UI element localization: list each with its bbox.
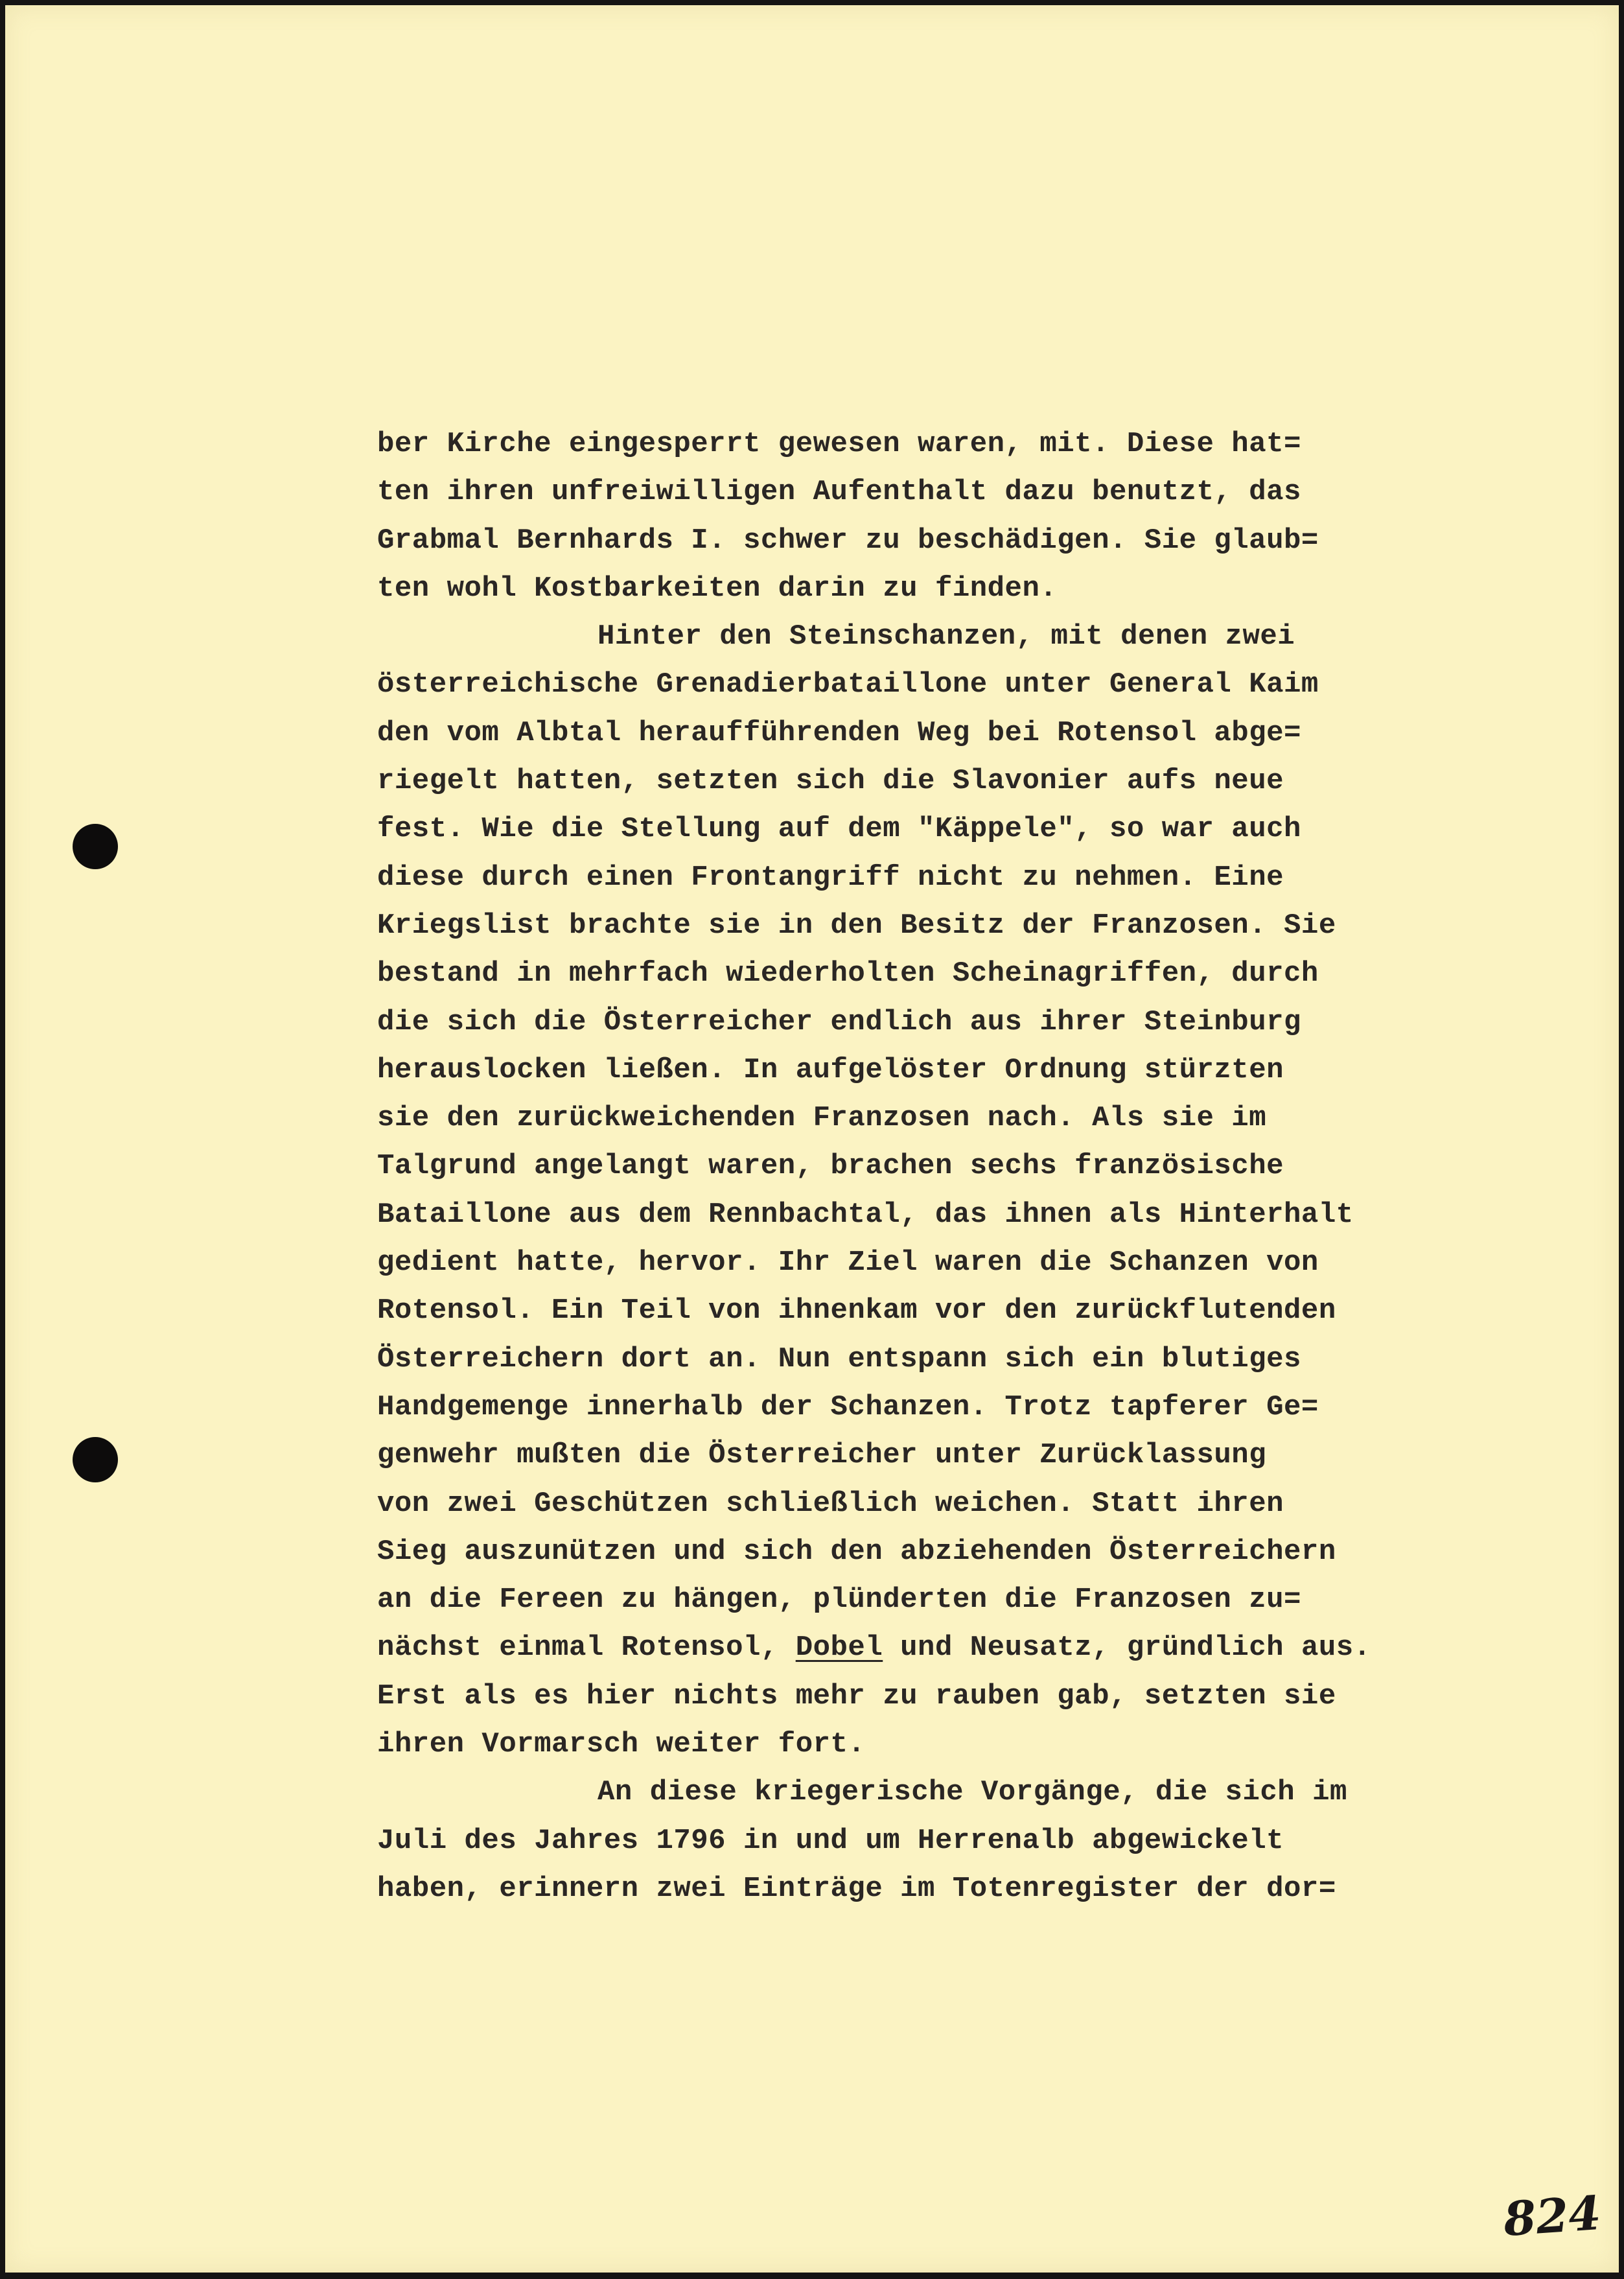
text-line: diese durch einen Frontangriff nicht zu nehmen. Eine — [377, 861, 1284, 894]
text-line: Hinter den Steinschanzen, mit denen zwei — [597, 620, 1295, 653]
text-line: ten wohl Kostbarkeiten darin zu finden. — [377, 572, 1058, 605]
text-line: Bataillone aus dem Rennbachtal, das ihnen als Hinterhalt — [377, 1198, 1354, 1231]
underlined-place-name: Dobel — [795, 1631, 883, 1665]
text-line: sie den zurückweichenden Franzosen nach. Als sie im — [377, 1102, 1267, 1135]
punch-hole-upper — [73, 824, 118, 869]
text-line: österreichische Grenadierbataillone unter General Kaim — [377, 668, 1319, 701]
text-segment: nächst einmal Rotensol, — [377, 1631, 778, 1665]
punch-hole-lower — [73, 1437, 118, 1482]
text-line: haben, erinnern zwei Einträge im Totenregister der dor= — [377, 1872, 1336, 1905]
text-line: Sieg auszunützen und sich den abziehenden Österreichern — [377, 1535, 1336, 1568]
text-segment: und Neusatz, gründlich aus. — [900, 1631, 1371, 1665]
text-line: den vom Albtal heraufführenden Weg bei Rotensol abge= — [377, 716, 1301, 749]
text-line: Handgemenge innerhalb der Schanzen. Trotz tapferer Ge= — [377, 1390, 1319, 1423]
text-line: bestand in mehrfach wiederholten Scheinagriffen, durch — [377, 957, 1319, 990]
text-line: gedient hatte, hervor. Ihr Ziel waren die Schanzen von — [377, 1246, 1319, 1280]
text-line: Österreichern dort an. Nun entspann sich ein blutiges — [377, 1342, 1301, 1375]
text-line: Grabmal Bernhards I. schwer zu beschädigen. Sie glaub= — [377, 524, 1319, 557]
text-line: von zwei Geschützen schließlich weichen. Statt ihren — [377, 1487, 1284, 1520]
text-line: ihren Vormarsch weiter fort. — [377, 1728, 866, 1761]
text-line: herauslocken ließen. In aufgelöster Ordnung stürzten — [377, 1053, 1284, 1086]
text-line — [377, 1624, 1583, 1672]
text-line: Kriegslist brachte sie in den Besitz der Franzosen. Sie — [377, 909, 1336, 942]
text-line: ten ihren unfreiwilligen Aufenthalt dazu benutzt, das — [377, 476, 1301, 509]
text-line: Talgrund angelangt waren, brachen sechs französische — [377, 1150, 1284, 1183]
text-line: Erst als es hier nichts mehr zu rauben gab, setzten sie — [377, 1679, 1336, 1712]
text-line: ber Kirche eingesperrt gewesen waren, mit. Diese hat= — [377, 428, 1301, 460]
text-line: die sich die Österreicher endlich aus ihrer Steinburg — [377, 1005, 1301, 1038]
text-line: genwehr mußten die Österreicher unter Zurücklassung — [377, 1439, 1267, 1472]
text-line: an die Fereen zu hängen, plünderten die Franzosen zu= — [377, 1584, 1301, 1617]
text-line: fest. Wie die Stellung auf dem "Käppele", so war auch — [377, 813, 1301, 846]
text-line: riegelt hatten, setzten sich die Slavonier aufs neue — [377, 765, 1284, 798]
text-line: Juli des Jahres 1796 in und um Herrenalb abgewickelt — [377, 1824, 1284, 1857]
typewritten-body — [377, 420, 1583, 1913]
text-line: Rotensol. Ein Teil von ihnenkam vor den zurückflutenden — [377, 1294, 1336, 1327]
text-line: An diese kriegerische Vorgänge, die sich im — [597, 1776, 1347, 1809]
handwritten-page-number: 824 — [1502, 2184, 1603, 2247]
